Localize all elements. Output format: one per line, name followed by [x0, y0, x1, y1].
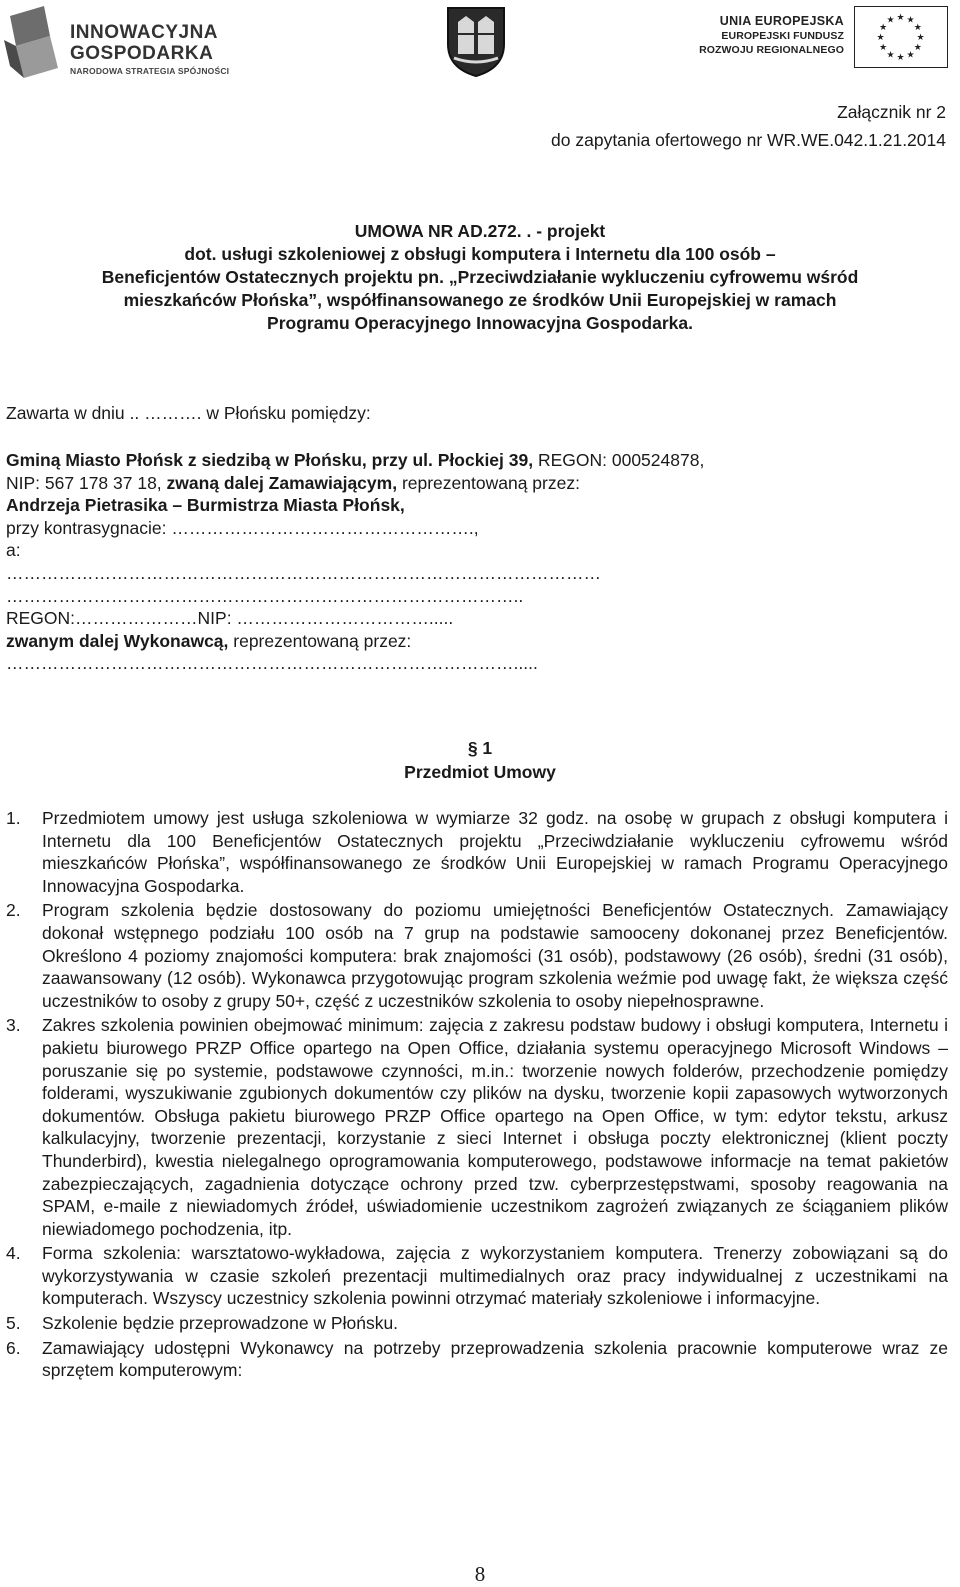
eu-logo	[676, 4, 956, 70]
svg-text:★: ★	[886, 50, 895, 61]
eu-logo-text	[699, 14, 844, 56]
section-mark: § 1	[467, 738, 493, 758]
coat-of-arms-icon	[444, 4, 508, 78]
title-line4: mieszkańców Płońska”, współfinansowanego ze środków Unii Europejskiej w ramach	[123, 290, 837, 310]
logo-text-line1: INNOWACYJNA	[70, 22, 219, 43]
logo-text-line3: NARODOWA STRATEGIA SPÓJNOŚCI	[70, 66, 230, 76]
svg-text:★: ★	[913, 23, 922, 33]
svg-text:★: ★	[916, 33, 925, 43]
logo-text-line2: GOSPODARKA	[70, 43, 214, 64]
page-number: 8	[474, 1562, 486, 1586]
attachment-reference: do zapytania ofertowego nr WR.WE.042.1.21.2014	[551, 130, 946, 150]
ig-emblem-icon	[4, 6, 64, 78]
party1-line2: NIP: 567 178 37 18, zwaną dalej Zamawiającym, reprezentowaną przez:	[6, 472, 580, 493]
list-item: 5. Szkolenie będzie przeprowadzone w Płońsku.	[6, 1313, 399, 1334]
title-line3: Beneficjentów Ostatecznych projektu pn. „Przeciwdziałanie wykluczeniu cyfrowemu wśród	[101, 267, 859, 287]
attachment-number: Załącznik nr 2	[837, 102, 946, 122]
party2-blank-line1: …………………………………………………………………………………………	[6, 562, 601, 583]
party1-line1: Gminą Miasto Płońsk z siedzibą w Płońsku, przy ul. Płockiej 39, REGON: 000524878,	[6, 450, 705, 470]
party1-representative: Andrzeja Pietrasika – Burmistrza Miasta Płońsk,	[6, 495, 405, 516]
svg-text:★: ★	[876, 33, 885, 43]
svg-text:★: ★	[896, 13, 905, 23]
innowacyjna-gospodarka-logo	[4, 6, 240, 78]
party2-label: a:	[6, 540, 21, 561]
list-item: 6. Zamawiający udostępni Wykonawcy na potrzeby przeprowadzenia szkolenia pracownie komputerowe wraz ze sprzętem komputerowym:	[6, 1337, 948, 1381]
eu-flag-icon	[854, 6, 948, 68]
svg-text:★: ★	[886, 15, 895, 26]
countersignature-line: przy kontrasygnacie: …………………………………………….,	[6, 517, 479, 538]
title-line2: dot. usługi szkoleniowej z obsługi komputera i Internetu dla 100 osób –	[184, 244, 776, 264]
svg-text:★: ★	[906, 15, 915, 26]
party2-blank-line2: ……………………………………………………………………………..	[6, 585, 524, 606]
eu-text-line2: EUROPEJSKI FUNDUSZ	[721, 30, 844, 42]
svg-text:★: ★	[896, 53, 905, 63]
party2-named-line: zwanym dalej Wykonawcą, reprezentowaną przez:	[6, 630, 412, 651]
eu-text-line3: ROZWOJU REGIONALNEGO	[699, 44, 844, 56]
svg-text:★: ★	[879, 23, 888, 33]
title-line1: UMOWA NR AD.272. . - projekt	[354, 221, 606, 241]
parties-block	[6, 449, 954, 675]
party2-representative-blank: …………………………………………………………………………….....	[6, 653, 538, 674]
title-line5: Programu Operacyjnego Innowacyjna Gospodarka.	[267, 313, 693, 333]
list-item: 1. Przedmiotem umowy jest usługa szkoleniowa w wymiarze 32 godz. na osobę w grupach z obsługi komputera i Internetu dla 100 Beneficjentów Ostatecznych projektu „Przeciwdziałanie wykluczeniu cyfrowemu wśród mieszkańców Płońska”, współfinansowanego ze środków Unii Europejskiej w ramach Programu Operacyjnego Innowacyjna Gospodarka.	[6, 808, 948, 896]
list-item: 3. Zakres szkolenia powinien obejmować minimum: zajęcia z zakresu podstaw budowy i obsługi komputera, Internetu i pakietu biurowego PRZP Office opartego na Open Office, działania systemu operacyjnego Microsoft Windows – poruszanie się po systemie, podstawowe czynności, m.in.: tworzenie nowych folderów, przechodzenie pomiędzy folderami, wyszukiwanie zgubionych dokumentów czy plików na dysku, tworzenie kopii zapasowych wytworzonych dokumentów. Obsługa pakietu biurowego PRZP Office opartego na Open Office, w tym: edytor tekstu, arkusz kalkulacyjny, tworzenie prezentacji, korzystanie z sieci Internet i obsługa poczty elektronicznej (klient poczty Thunderbird), kwestia nielegalnego oprogramowania komputerowego, podstawowe informacje na temat pakietów zabezpieczających, zagadnienia dotyczące ochrony przed tzw. cyberprzestępstwami, sposoby reagowania na SPAM, e-maile z niewiadomych źródeł, uświadomienie uczestnikom zagrożeń związanych ze ściąganiem plików niewiadomego pochodzenia, itp.	[6, 1015, 948, 1239]
concluded-line: Zawarta w dniu .. ………. w Płońsku pomiędzy:	[6, 403, 371, 423]
contract-title	[0, 220, 960, 335]
list-item: 4. Forma szkolenia: warsztatowo-wykładowa, zajęcia z wykorzystaniem komputera. Trenerzy zobowiązani są do wykorzystywania w czasie szkoleń prezentacji multimedialnych oraz pracy indywidualnej z uczestnikami na komputerach. Wszyscy uczestnicy szkolenia powinni otrzymać materiały szkoleniowe i informacyjne.	[6, 1243, 948, 1309]
list-item: 2. Program szkolenia będzie dostosowany do poziomu umiejętności Beneficjentów Ostatecznych. Zamawiający dokonał wstępnego podziału 100 osób na 7 grup na podstawie samooceny dokonanej przez Beneficjentów. Określono 4 poziomy znajomości komputera: brak znajomości (31 osób), podstawowy (26 osób), średni (31 osób), zaawansowany (12 osób). Wykonawca przygotowując program szkolenia weźmie pod uwagę fakt, że większa część uczestników to osoby z grupy 50+, część z uczestników szkolenia to osoby niepełnosprawne.	[6, 900, 948, 1011]
svg-text:★: ★	[906, 50, 915, 61]
header-logos	[0, 0, 960, 82]
eu-text-line1: UNIA EUROPEJSKA	[719, 14, 844, 28]
svg-text:★: ★	[879, 43, 888, 53]
section-title: Przedmiot Umowy	[404, 762, 556, 782]
contract-items	[6, 807, 948, 1384]
party2-regon-nip: REGON:…………………NIP: …………………………….....	[6, 608, 454, 629]
svg-text:★: ★	[913, 43, 922, 53]
